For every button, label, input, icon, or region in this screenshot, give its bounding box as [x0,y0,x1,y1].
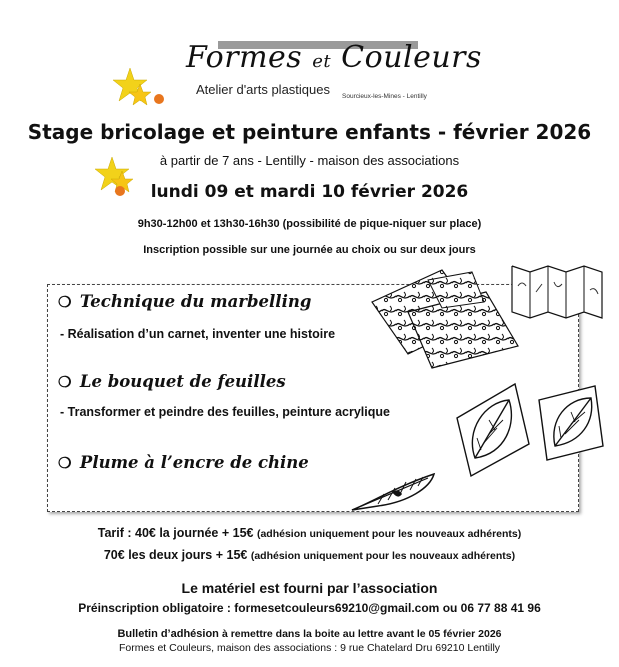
pricing-line-1 [0,526,619,540]
pricing-line-2-main: 70€ les deux jours + 15€ [103,548,248,562]
workshop-title: Le bouquet de feuilles [79,372,286,391]
workshop-description: - Réalisation d’un carnet, inventer une histoire [60,327,336,341]
workshop-title: Plume à l’encre de chine [79,453,309,472]
brand-name-left: Formes [186,40,303,75]
pricing-line-1-note: (adhésion uniquement pour les nouveaux adhérents) [256,528,522,540]
event-dates: lundi 09 et mardi 10 février 2026 [150,182,469,202]
preinscription-contact: Préinscription obligatoire : formesetcouleurs69210@gmail.com ou 06 77 88 41 96 [78,601,541,615]
brand-location: Sourcieux-les-Mines - Lentilly [342,93,427,100]
feather-illustration [348,468,440,514]
star-decoration-icon [112,66,172,110]
bulletin-main: Bulletin d’adhésion [117,628,219,640]
pricing-line-1-main: Tarif : 40€ la journée + 15€ [97,526,254,540]
workshop-item [58,453,309,473]
bullet-icon: ❍ [58,455,72,472]
bullet-icon: ❍ [58,294,72,311]
materiel-note: Le matériel est fourni par l’association [181,580,438,596]
pricing-line-2-note: (adhésion uniquement pour les nouveaux adhérents) [250,550,516,562]
workshop-title: Technique du marbelling [79,292,312,311]
booklet-illustration [508,262,606,324]
leaves-illustration [455,380,605,480]
brand-name-right: Couleurs [341,40,482,75]
event-hours: 9h30-12h00 et 13h30-16h30 (possibilité de pique-niquer sur place) [137,218,482,230]
bulletin-line [0,628,619,640]
workshop-item [58,372,286,392]
brand-logo-text [186,40,482,75]
address-line: Formes et Couleurs, maison des associations : 9 rue Chatelard Dru 69210 Lentilly [118,642,501,654]
bulletin-note: à remettre dans la boite au lettre avant le 05 février 2026 [221,628,502,640]
bullet-icon: ❍ [58,374,72,391]
brand-subtitle: Atelier d'arts plastiques [196,82,330,97]
brand-name-et: et [312,51,332,72]
pricing-line-2 [0,548,619,562]
event-inscription: Inscription possible sur une journée au choix ou sur deux jours [143,244,476,256]
event-subtitle: à partir de 7 ans - Lentilly - maison des associations [159,153,460,168]
event-title: Stage bricolage et peinture enfants - février 2026 [27,120,592,144]
marbled-paper-illustration [368,262,528,374]
workshop-item [58,292,311,312]
workshop-description: - Transformer et peindre des feuilles, peinture acrylique [60,405,390,419]
